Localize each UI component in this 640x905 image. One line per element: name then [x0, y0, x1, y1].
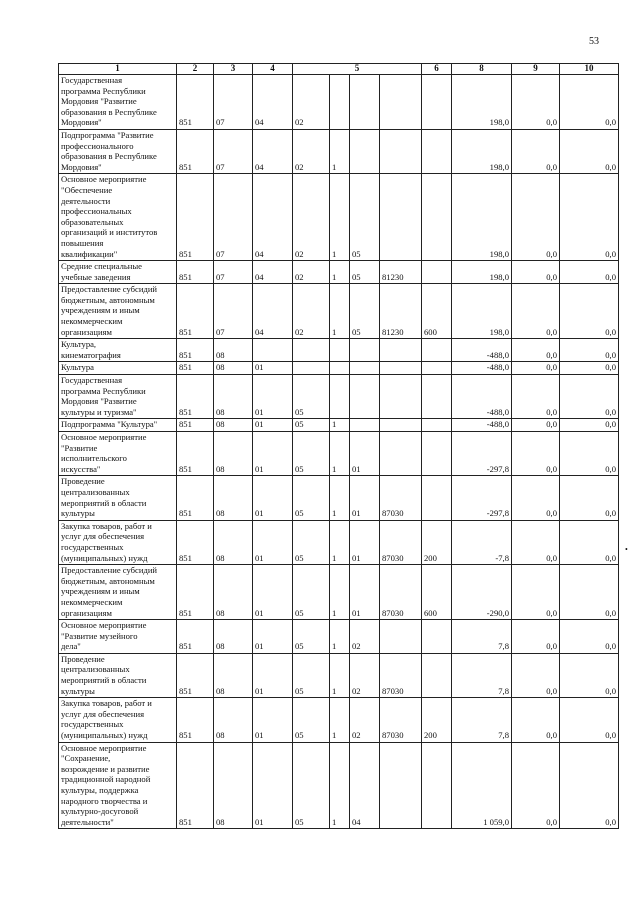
code-col-2-cell: 851 [177, 476, 214, 520]
row-name-cell: Проведение централизованных мероприятий в области культуры [59, 476, 177, 520]
activity-code-cell: 01 [350, 432, 380, 476]
table-row [59, 419, 619, 432]
program-code-cell: 05 [293, 698, 330, 742]
amount-col-9-cell: 0,0 [512, 520, 560, 564]
amount-col-8-cell: 198,0 [452, 261, 512, 284]
subprogram-code-cell [330, 362, 350, 375]
amount-col-10-cell: 0,0 [560, 565, 619, 620]
code-col-4-cell: 01 [253, 476, 293, 520]
row-name-cell: Культура, кинематография [59, 339, 177, 362]
table-row [59, 174, 619, 261]
activity-code-cell: 05 [350, 284, 380, 339]
activity-code-cell: 05 [350, 261, 380, 284]
amount-col-10-cell: 0,0 [560, 620, 619, 654]
subprogram-code-cell: 1 [330, 284, 350, 339]
direction-code-cell [380, 129, 422, 173]
program-code-cell: 05 [293, 432, 330, 476]
amount-col-10-cell: 0,0 [560, 520, 619, 564]
row-name-cell: Закупка товаров, работ и услуг для обеспечения государственных (муниципальных) нужд [59, 698, 177, 742]
amount-col-10-cell: 0,0 [560, 375, 619, 419]
amount-col-9-cell: 0,0 [512, 339, 560, 362]
expense-type-cell [422, 742, 452, 829]
expense-type-cell: 200 [422, 698, 452, 742]
row-name-cell: Основное мероприятие "Обеспечение деятельности профессиональных образовательных организаций и институтов повышения квалификации" [59, 174, 177, 261]
program-code-cell: 05 [293, 620, 330, 654]
amount-col-8-cell: 198,0 [452, 284, 512, 339]
row-name-cell: Основное мероприятие "Развитие исполнительского искусства" [59, 432, 177, 476]
code-col-3-cell: 08 [214, 698, 253, 742]
subprogram-code-cell: 1 [330, 432, 350, 476]
code-col-2-cell: 851 [177, 75, 214, 130]
activity-code-cell [350, 75, 380, 130]
table-row [59, 742, 619, 829]
program-code-cell [293, 339, 330, 362]
code-col-2-cell: 851 [177, 698, 214, 742]
row-name-cell: Предоставление субсидий бюджетным, автономным учреждениям и иным некоммерческим организациям [59, 565, 177, 620]
direction-code-cell: 87030 [380, 653, 422, 697]
amount-col-10-cell: 0,0 [560, 261, 619, 284]
program-code-cell: 05 [293, 520, 330, 564]
code-col-2-cell: 851 [177, 742, 214, 829]
subprogram-code-cell: 1 [330, 620, 350, 654]
code-col-4-cell: 01 [253, 375, 293, 419]
amount-col-8-cell: -488,0 [452, 362, 512, 375]
subprogram-code-cell: 1 [330, 565, 350, 620]
amount-col-9-cell: 0,0 [512, 261, 560, 284]
amount-col-8-cell: 7,8 [452, 653, 512, 697]
amount-col-10-cell: 0,0 [560, 742, 619, 829]
amount-col-9-cell: 0,0 [512, 476, 560, 520]
table-row [59, 362, 619, 375]
header-col-8: 8 [452, 64, 512, 75]
amount-col-10-cell: 0,0 [560, 432, 619, 476]
program-code-cell: 05 [293, 476, 330, 520]
subprogram-code-cell: 1 [330, 261, 350, 284]
code-col-2-cell: 851 [177, 432, 214, 476]
code-col-3-cell: 08 [214, 339, 253, 362]
amount-col-9-cell: 0,0 [512, 129, 560, 173]
program-code-cell: 05 [293, 375, 330, 419]
row-name-cell: Подпрограмма "Культура" [59, 419, 177, 432]
row-name-cell: Подпрограмма "Развитие профессионального образования в Республике Мордовия" [59, 129, 177, 173]
expense-type-cell [422, 476, 452, 520]
amount-col-9-cell: 0,0 [512, 620, 560, 654]
direction-code-cell [380, 75, 422, 130]
amount-col-10-cell: 0,0 [560, 653, 619, 697]
code-col-4-cell: 01 [253, 742, 293, 829]
row-name-cell: Предоставление субсидий бюджетным, автономным учреждениям и иным некоммерческим организациям [59, 284, 177, 339]
direction-code-cell [380, 339, 422, 362]
amount-col-9-cell: 0,0 [512, 742, 560, 829]
code-col-2-cell: 851 [177, 653, 214, 697]
header-col-5: 5 [293, 64, 422, 75]
code-col-2-cell: 851 [177, 375, 214, 419]
expense-type-cell [422, 653, 452, 697]
expense-type-cell [422, 432, 452, 476]
amount-col-9-cell: 0,0 [512, 419, 560, 432]
activity-code-cell: 02 [350, 653, 380, 697]
table-row [59, 129, 619, 173]
code-col-2-cell: 851 [177, 129, 214, 173]
code-col-4-cell: 04 [253, 284, 293, 339]
program-code-cell: 05 [293, 565, 330, 620]
amount-col-10-cell: 0,0 [560, 419, 619, 432]
activity-code-cell [350, 375, 380, 419]
subprogram-code-cell [330, 75, 350, 130]
subprogram-code-cell: 1 [330, 698, 350, 742]
subprogram-code-cell: 1 [330, 742, 350, 829]
amount-col-8-cell: 198,0 [452, 174, 512, 261]
row-name-cell: Государственная программа Республики Мордовия "Развитие культуры и туризма" [59, 375, 177, 419]
code-col-4-cell: 01 [253, 565, 293, 620]
direction-code-cell: 87030 [380, 565, 422, 620]
activity-code-cell [350, 339, 380, 362]
amount-col-10-cell: 0,0 [560, 174, 619, 261]
code-col-3-cell: 08 [214, 476, 253, 520]
code-col-4-cell: 01 [253, 432, 293, 476]
amount-col-9-cell: 0,0 [512, 653, 560, 697]
direction-code-cell: 87030 [380, 698, 422, 742]
amount-col-10-cell: 0,0 [560, 284, 619, 339]
amount-col-9-cell: 0,0 [512, 375, 560, 419]
code-col-4-cell: 04 [253, 261, 293, 284]
code-col-3-cell: 08 [214, 419, 253, 432]
amount-col-8-cell: -297,8 [452, 476, 512, 520]
amount-col-10-cell: 0,0 [560, 698, 619, 742]
header-col-2: 2 [177, 64, 214, 75]
amount-col-9-cell: 0,0 [512, 75, 560, 130]
header-col-10: 10 [560, 64, 619, 75]
code-col-2-cell: 851 [177, 261, 214, 284]
amount-col-8-cell: -290,0 [452, 565, 512, 620]
table-row [59, 476, 619, 520]
amount-col-9-cell: 0,0 [512, 565, 560, 620]
expense-type-cell [422, 620, 452, 654]
expense-type-cell: 200 [422, 520, 452, 564]
code-col-4-cell: 01 [253, 419, 293, 432]
amount-col-8-cell: -297,8 [452, 432, 512, 476]
code-col-3-cell: 07 [214, 129, 253, 173]
amount-col-9-cell: 0,0 [512, 362, 560, 375]
table-row [59, 653, 619, 697]
amount-col-8-cell: 7,8 [452, 620, 512, 654]
expense-type-cell [422, 174, 452, 261]
program-code-cell: 05 [293, 653, 330, 697]
header-row [59, 64, 619, 75]
header-col-6: 6 [422, 64, 452, 75]
code-col-2-cell: 851 [177, 520, 214, 564]
activity-code-cell: 04 [350, 742, 380, 829]
amount-col-8-cell: 198,0 [452, 75, 512, 130]
expense-type-cell [422, 339, 452, 362]
code-col-4-cell: 01 [253, 362, 293, 375]
amount-col-10-cell: 0,0 [560, 476, 619, 520]
activity-code-cell [350, 362, 380, 375]
amount-col-8-cell: -488,0 [452, 419, 512, 432]
code-col-4-cell: 01 [253, 520, 293, 564]
row-name-cell: Основное мероприятие "Развитие музейного дела" [59, 620, 177, 654]
code-col-3-cell: 08 [214, 653, 253, 697]
code-col-3-cell: 07 [214, 75, 253, 130]
program-code-cell: 02 [293, 284, 330, 339]
amount-col-8-cell: -7,8 [452, 520, 512, 564]
code-col-3-cell: 07 [214, 261, 253, 284]
budget-table [58, 63, 619, 829]
activity-code-cell: 05 [350, 174, 380, 261]
program-code-cell: 05 [293, 419, 330, 432]
program-code-cell: 02 [293, 129, 330, 173]
subprogram-code-cell [330, 375, 350, 419]
direction-code-cell [380, 362, 422, 375]
row-name-cell: Культура [59, 362, 177, 375]
row-name-cell: Государственная программа Республики Мордовия "Развитие образования в Республике Мордовия" [59, 75, 177, 130]
activity-code-cell: 02 [350, 698, 380, 742]
expense-type-cell: 600 [422, 284, 452, 339]
code-col-4-cell: 01 [253, 620, 293, 654]
direction-code-cell [380, 432, 422, 476]
table-row [59, 339, 619, 362]
expense-type-cell [422, 362, 452, 375]
direction-code-cell [380, 742, 422, 829]
table-row [59, 432, 619, 476]
code-col-3-cell: 08 [214, 362, 253, 375]
direction-code-cell: 81230 [380, 261, 422, 284]
amount-col-9-cell: 0,0 [512, 432, 560, 476]
direction-code-cell [380, 375, 422, 419]
amount-col-8-cell: -488,0 [452, 339, 512, 362]
direction-code-cell [380, 174, 422, 261]
row-name-cell: Проведение централизованных мероприятий в области культуры [59, 653, 177, 697]
amount-col-8-cell: 198,0 [452, 129, 512, 173]
code-col-2-cell: 851 [177, 339, 214, 362]
subprogram-code-cell: 1 [330, 174, 350, 261]
table-row [59, 75, 619, 130]
header-col-3: 3 [214, 64, 253, 75]
direction-code-cell: 81230 [380, 284, 422, 339]
program-code-cell: 05 [293, 742, 330, 829]
direction-code-cell [380, 419, 422, 432]
amount-col-10-cell: 0,0 [560, 339, 619, 362]
code-col-4-cell: 04 [253, 129, 293, 173]
code-col-3-cell: 08 [214, 742, 253, 829]
amount-col-10-cell: 0,0 [560, 75, 619, 130]
code-col-2-cell: 851 [177, 419, 214, 432]
subprogram-code-cell: 1 [330, 520, 350, 564]
code-col-4-cell: 04 [253, 174, 293, 261]
subprogram-code-cell: 1 [330, 653, 350, 697]
program-code-cell: 02 [293, 174, 330, 261]
code-col-3-cell: 07 [214, 284, 253, 339]
expense-type-cell [422, 375, 452, 419]
amount-col-8-cell: 7,8 [452, 698, 512, 742]
direction-code-cell: 87030 [380, 520, 422, 564]
subprogram-code-cell: 1 [330, 419, 350, 432]
header-col-1: 1 [59, 64, 177, 75]
activity-code-cell: 02 [350, 620, 380, 654]
program-code-cell: 02 [293, 75, 330, 130]
activity-code-cell: 01 [350, 520, 380, 564]
activity-code-cell: 01 [350, 565, 380, 620]
amount-col-8-cell: -488,0 [452, 375, 512, 419]
activity-code-cell [350, 129, 380, 173]
code-col-2-cell: 851 [177, 565, 214, 620]
amount-col-8-cell: 1 059,0 [452, 742, 512, 829]
code-col-2-cell: 851 [177, 620, 214, 654]
expense-type-cell: 600 [422, 565, 452, 620]
code-col-2-cell: 851 [177, 174, 214, 261]
subprogram-code-cell: 1 [330, 129, 350, 173]
code-col-3-cell: 07 [214, 174, 253, 261]
header-col-9: 9 [512, 64, 560, 75]
expense-type-cell [422, 419, 452, 432]
scan-artifact-mark: • [625, 545, 628, 554]
code-col-3-cell: 08 [214, 520, 253, 564]
code-col-4-cell: 01 [253, 653, 293, 697]
table-row [59, 284, 619, 339]
amount-col-9-cell: 0,0 [512, 284, 560, 339]
row-name-cell: Основное мероприятие "Сохранение, возрождение и развитие традиционной народной культуры, поддержка народного творчества и культурно-досуговой деятельности" [59, 742, 177, 829]
subprogram-code-cell [330, 339, 350, 362]
row-name-cell: Средние специальные учебные заведения [59, 261, 177, 284]
table-row [59, 620, 619, 654]
code-col-2-cell: 851 [177, 284, 214, 339]
table-row [59, 565, 619, 620]
table-row [59, 375, 619, 419]
expense-type-cell [422, 129, 452, 173]
code-col-3-cell: 08 [214, 432, 253, 476]
page-number: 53 [589, 36, 599, 47]
code-col-3-cell: 08 [214, 565, 253, 620]
table-row [59, 520, 619, 564]
expense-type-cell [422, 261, 452, 284]
table-row [59, 698, 619, 742]
header-col-4: 4 [253, 64, 293, 75]
amount-col-10-cell: 0,0 [560, 362, 619, 375]
expense-type-cell [422, 75, 452, 130]
program-code-cell [293, 362, 330, 375]
code-col-2-cell: 851 [177, 362, 214, 375]
activity-code-cell [350, 419, 380, 432]
amount-col-9-cell: 0,0 [512, 698, 560, 742]
code-col-4-cell: 01 [253, 698, 293, 742]
row-name-cell: Закупка товаров, работ и услуг для обеспечения государственных (муниципальных) нужд [59, 520, 177, 564]
table-row [59, 261, 619, 284]
subprogram-code-cell: 1 [330, 476, 350, 520]
direction-code-cell [380, 620, 422, 654]
program-code-cell: 02 [293, 261, 330, 284]
code-col-3-cell: 08 [214, 620, 253, 654]
code-col-4-cell [253, 339, 293, 362]
amount-col-10-cell: 0,0 [560, 129, 619, 173]
code-col-3-cell: 08 [214, 375, 253, 419]
direction-code-cell: 87030 [380, 476, 422, 520]
code-col-4-cell: 04 [253, 75, 293, 130]
activity-code-cell: 01 [350, 476, 380, 520]
amount-col-9-cell: 0,0 [512, 174, 560, 261]
